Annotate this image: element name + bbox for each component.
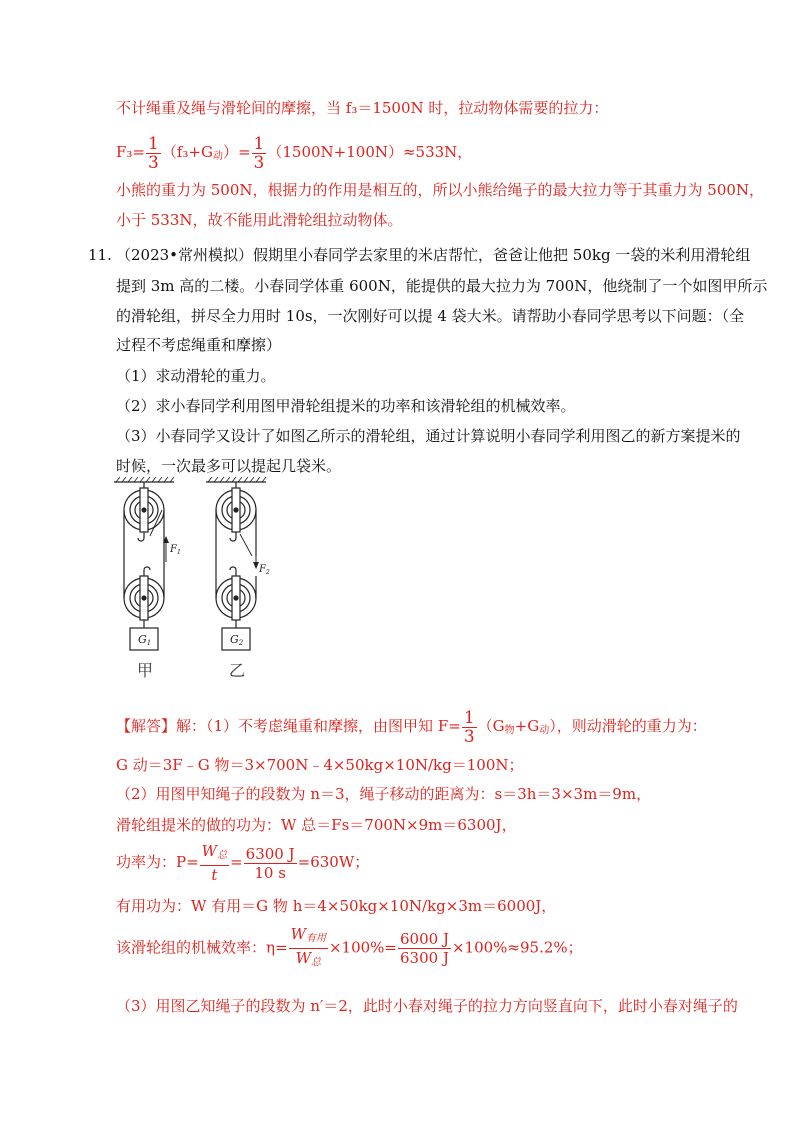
fraction-num: 1 [253, 133, 265, 154]
formula-mid: （f₃+G [161, 143, 213, 161]
power-post: =630W； [297, 853, 370, 871]
fraction-num: $W_总$ [200, 842, 229, 866]
fraction-6300-over-10 [244, 845, 297, 882]
fraction-6000-over-6300 [398, 930, 451, 967]
answer-part1-pre: 解：（1）不考虑绳重和摩擦，由图甲知 F= [176, 717, 461, 735]
answer-tag: 【解答】 [116, 717, 177, 735]
formula-post: （1500N+100N）≈533N， [267, 143, 473, 161]
figure-label-yi: 乙 [229, 661, 246, 680]
answer-part1 [116, 706, 707, 751]
answer-part1-post2: +G [514, 717, 540, 735]
answer-line-3: 小熊的重力为 500N，根据力的作用是相互的，所以小熊给绳子的最大拉力等于其重力为 500N， [116, 181, 765, 199]
question-line-1: （2023•常州模拟）假期里小春同学去家里的米店帮忙，爸爸让他把 50kg 一袋的米利用滑轮组 [116, 246, 751, 264]
question-number: 11. [88, 246, 112, 264]
question-line-4: 过程不考虑绳重和摩擦） [116, 336, 282, 354]
fraction-num: 1 [463, 707, 475, 728]
fraction-den: t [211, 866, 218, 884]
efficiency-times1: ×100%= [328, 938, 398, 957]
question-line-3: 的滑轮组，拼尽全力用时 10s，一次刚好可以提 4 袋大米。请帮助小春同学思考以下问题：（全 [116, 307, 745, 325]
answer-line-n3: （2）用图甲知绳子的段数为 n＝3，绳子移动的距离为：s＝3h＝3×3m＝9m， [116, 785, 652, 803]
fraction-den: $W_总$ [295, 949, 321, 968]
answer-line-part3: （3）用图乙知绳子的段数为 n′＝2，此时小春对绳子的拉力方向竖直向下，此时小春对绳子的 [116, 997, 738, 1015]
answer-line-gdong: G 动＝3F﹣G 物＝3×700N﹣4×50kg×10N/kg＝100N； [116, 756, 524, 774]
formula-prefix: F₃= [116, 143, 145, 161]
fraction-num: 6000 J [400, 930, 449, 948]
formula-sub-dong: 动 [212, 151, 223, 162]
fraction-num: $W_{有用}$ [289, 925, 328, 949]
fraction-num: 6300 J [245, 844, 295, 863]
fraction-den: 10 s [254, 863, 286, 882]
fraction-den: 3 [253, 152, 265, 173]
answer-line-power [116, 842, 369, 884]
fraction-den: 6300 J [400, 949, 449, 967]
subquestion-3b: 时候，一次最多可以提起几袋米。 [116, 457, 342, 475]
subquestion-2: （2）求小春同学利用图甲滑轮组提米的功率和该滑轮组的机械效率。 [116, 397, 576, 415]
fraction-den: 3 [463, 726, 475, 747]
subquestion-1: （1）求动滑轮的重力。 [116, 367, 276, 385]
figure-label-jia: 甲 [137, 661, 154, 680]
fraction-one-third-b [252, 135, 267, 172]
sub-dong: 动 [539, 725, 550, 736]
efficiency-post: ×100%≈95.2%； [451, 938, 583, 957]
answer-line-4: 小于 533N，故不能用此滑轮组拉动物体。 [116, 211, 403, 229]
pulley-figure [110, 476, 270, 688]
answer-part1-post3: ），则动滑轮的重力为： [549, 717, 707, 735]
answer-part1-post: （G [477, 717, 505, 735]
fraction-wuseful-over-wtotal [289, 925, 328, 972]
fraction-one-third-a [146, 135, 161, 172]
power-pre: 功率为：P= [116, 853, 199, 871]
weight-label-g2: G2 [230, 633, 244, 647]
answer-line-wuseful: 有用功为：W 有用＝G 物 h＝4×50kg×10N/kg×3m＝6000J， [116, 897, 557, 915]
subquestion-3a: （3）小春同学又设计了如图乙所示的滑轮组，通过计算说明小春同学利用图乙的新方案提米的 [116, 427, 741, 445]
fraction-den: 3 [148, 152, 159, 173]
answer-formula-F3 [116, 132, 472, 177]
power-eq: = [230, 853, 243, 871]
fraction-num: 1 [148, 133, 159, 154]
fraction-one-third-c [462, 709, 477, 746]
force-label-f1: $F_1$ [170, 544, 181, 556]
answer-line-1: 不计绳重及绳与滑轮间的摩擦，当 f₃＝1500N 时，拉动物体需要的拉力： [116, 99, 609, 117]
pulley-diagram-svg [110, 476, 270, 688]
answer-line-wtotal: 滑轮组提米的做的功为：W 总＝Fs＝700N×9m＝6300J， [116, 816, 517, 834]
efficiency-pre: 该滑轮组的机械效率：η= [116, 938, 288, 957]
formula-mid2: ）= [222, 143, 251, 161]
sub-wu: 物 [504, 725, 515, 736]
answer-line-efficiency [116, 925, 583, 972]
force-label-f2: $F_2$ [259, 564, 270, 576]
weight-label-g1: G1 [138, 633, 152, 647]
question-line-2: 提到 3m 高的二楼。小春同学体重 600N，能提供的最大拉力为 700N，他绕制了一个如图甲所示 [116, 277, 768, 295]
fraction-w-over-t [200, 842, 229, 884]
